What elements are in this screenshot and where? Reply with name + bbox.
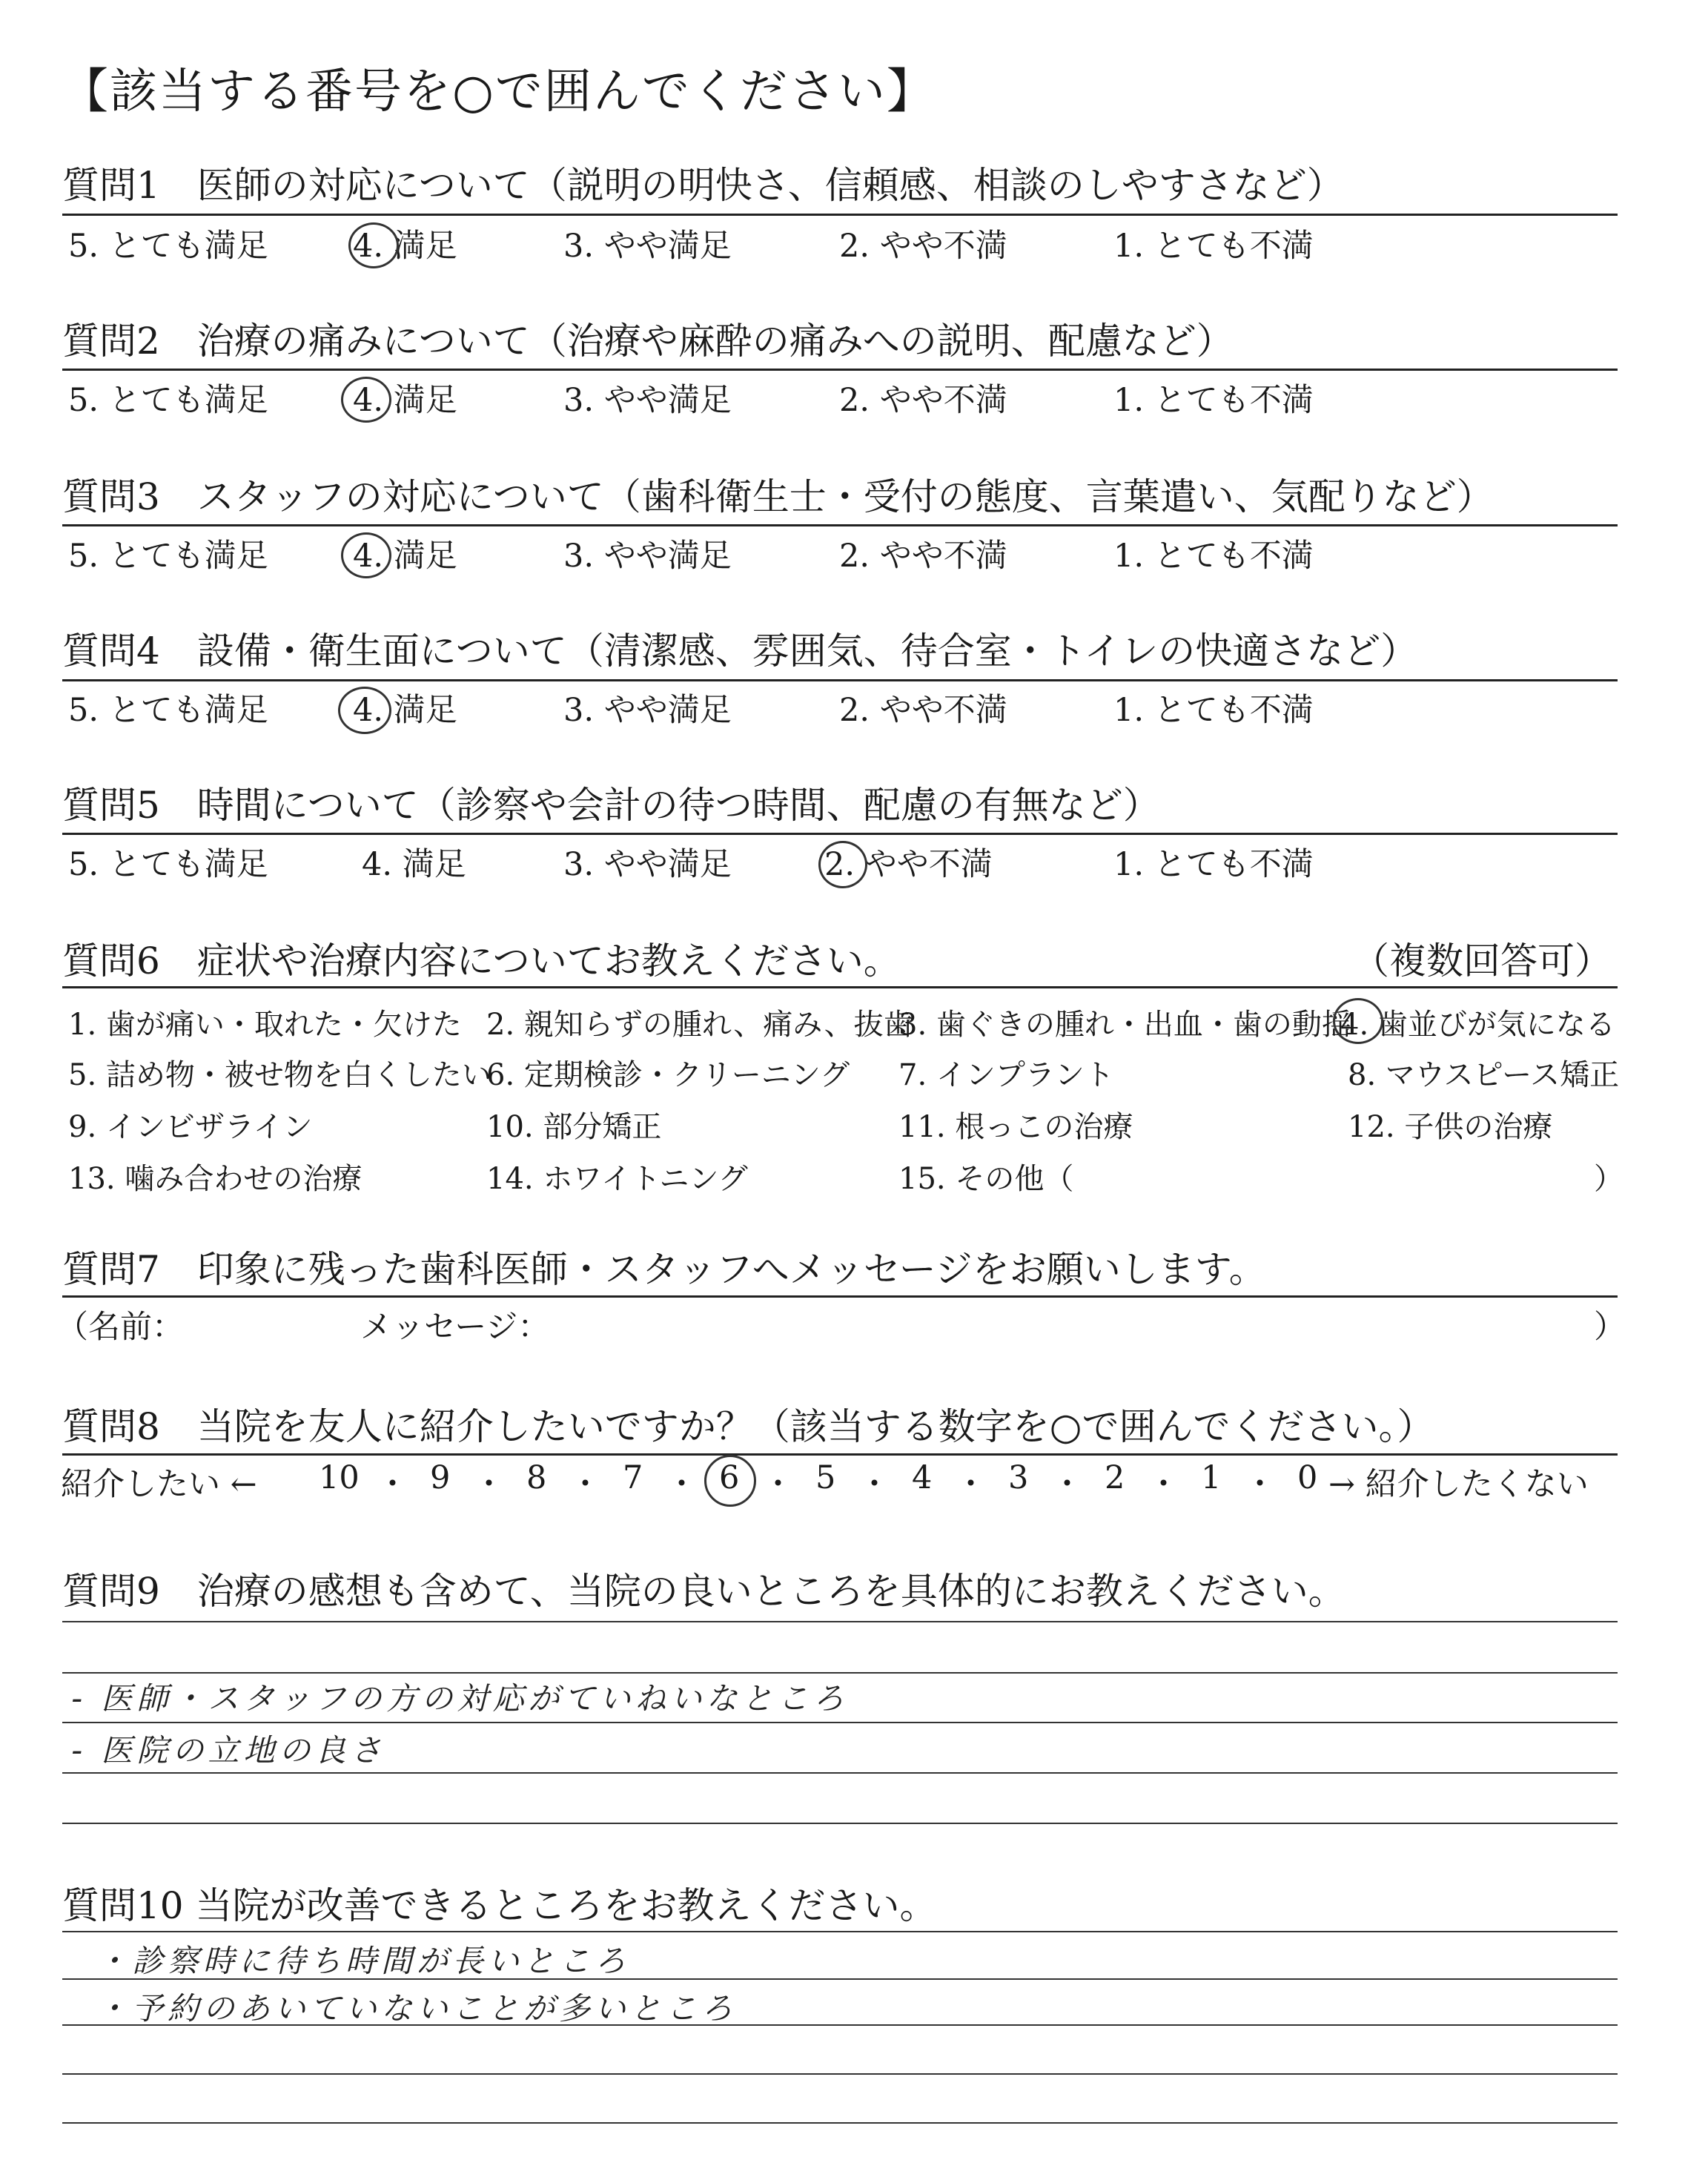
q3-option-2[interactable]: 2. やや不満 <box>839 538 1007 575</box>
q8-scale-separator: ・ <box>377 1466 408 1503</box>
question-7-rule <box>62 1295 1618 1298</box>
q8-scale-10[interactable]: 10 <box>319 1459 360 1496</box>
q3-option-1[interactable]: 1. とても不満 <box>1113 538 1314 575</box>
question-1-rule <box>62 214 1618 216</box>
q9-line-1 <box>62 1621 1618 1622</box>
q4-option-2[interactable]: 2. やや不満 <box>839 692 1007 729</box>
q8-scale-0[interactable]: 0 <box>1297 1459 1318 1496</box>
q6-option-12[interactable]: 12. 子供の治療 <box>1348 1110 1553 1144</box>
q6-option-6[interactable]: 6. 定期検診・クリーニング <box>486 1058 850 1092</box>
q6-option-5[interactable]: 5. 詰め物・被せ物を白くしたい <box>68 1058 491 1092</box>
question-6-rule <box>62 986 1618 988</box>
q8-scale-separator: ・ <box>858 1466 890 1503</box>
question-8-rule <box>62 1453 1618 1456</box>
question-4-rule <box>62 679 1618 681</box>
q5-option-5[interactable]: 5. とても満足 <box>68 846 268 883</box>
q6-option-14[interactable]: 14. ホワイトニング <box>486 1162 748 1196</box>
q8-scale-5[interactable]: 5 <box>815 1459 836 1496</box>
q5-option-2[interactable]: 2. やや不満 <box>824 846 993 883</box>
q5-option-3[interactable]: 3. やや満足 <box>563 846 732 883</box>
q6-option-1[interactable]: 1. 歯が痛い・取れた・欠けた <box>68 1008 462 1042</box>
q6-option-3[interactable]: 3. 歯ぐきの腫れ・出血・歯の動揺 <box>898 1008 1351 1042</box>
q5-option-1[interactable]: 1. とても不満 <box>1113 846 1314 883</box>
q7-name-label: （名前： <box>56 1309 184 1346</box>
q4-option-1[interactable]: 1. とても不満 <box>1113 692 1314 729</box>
q2-option-4[interactable]: 4. 満足 <box>353 382 457 419</box>
q8-scale-separator: ・ <box>569 1466 601 1503</box>
q3-option-4[interactable]: 4. 満足 <box>353 538 457 575</box>
q2-option-2[interactable]: 2. やや不満 <box>839 382 1007 419</box>
q6-option-4[interactable]: 4. 歯並びが気になる <box>1340 1008 1615 1042</box>
q9-line-2 <box>62 1672 1618 1674</box>
q8-scale-9[interactable]: 9 <box>430 1459 451 1496</box>
q2-option-3[interactable]: 3. やや満足 <box>563 382 732 419</box>
q8-scale-1[interactable]: 1 <box>1201 1459 1222 1496</box>
q8-scale-separator: ・ <box>666 1466 698 1503</box>
q9-line-4 <box>62 1772 1618 1774</box>
q2-option-5[interactable]: 5. とても満足 <box>68 382 268 419</box>
question-1-title: 質問1 医師の対応について（説明の明快さ、信頼感、相談のしやすさなど） <box>62 164 1344 207</box>
q1-option-3[interactable]: 3. やや満足 <box>563 228 732 265</box>
q1-option-5[interactable]: 5. とても満足 <box>68 228 268 265</box>
q7-message-label: メッセージ： <box>360 1309 550 1346</box>
q6-option-15[interactable]: 15. その他（ <box>898 1162 1074 1196</box>
q1-option-4[interactable]: 4. 満足 <box>353 228 457 265</box>
page-title: 【該当する番号を○で囲んでください】 <box>61 65 936 119</box>
q8-scale-separator: ・ <box>955 1466 987 1503</box>
q6-option-2[interactable]: 2. 親知らずの腫れ、痛み、抜歯 <box>486 1008 913 1042</box>
q8-scale-separator: ・ <box>473 1466 505 1503</box>
q6-option-11[interactable]: 11. 根っこの治療 <box>898 1110 1133 1144</box>
q8-scale-8[interactable]: 8 <box>526 1459 547 1496</box>
q8-scale-separator: ・ <box>762 1466 794 1503</box>
question-4-title: 質問4 設備・衛生面について（清潔感、雰囲気、待合室・トイレの快適さなど） <box>62 630 1418 673</box>
q9-line-5 <box>62 1823 1618 1824</box>
q8-left-label: 紹介したい ← <box>61 1466 257 1503</box>
question-7-title: 質問7 印象に残った歯科医師・スタッフへメッセージをお願いします。 <box>62 1248 1266 1291</box>
q10-answer-1: ・診察時に待ち時間が長いところ <box>96 1943 631 1979</box>
q6-option-8[interactable]: 8. マウスピース矯正 <box>1348 1058 1620 1092</box>
question-5-title: 質問5 時間について（診察や会計の待つ時間、配慮の有無など） <box>62 784 1160 827</box>
q6-option-7[interactable]: 7. インプラント <box>898 1058 1114 1092</box>
question-6-note: （複数回答可） <box>1352 939 1612 982</box>
q8-scale-separator: ・ <box>1051 1466 1083 1503</box>
q5-option-4[interactable]: 4. 満足 <box>362 846 466 883</box>
q3-option-5[interactable]: 5. とても満足 <box>68 538 268 575</box>
q4-option-4[interactable]: 4. 満足 <box>353 692 457 729</box>
question-2-title: 質問2 治療の痛みについて（治療や麻酔の痛みへの説明、配慮など） <box>62 320 1234 363</box>
question-9-title: 質問9 治療の感想も含めて、当院の良いところを具体的にお教えください。 <box>62 1570 1345 1613</box>
q8-scale-separator: ・ <box>1148 1466 1179 1503</box>
q2-option-1[interactable]: 1. とても不満 <box>1113 382 1314 419</box>
q1-option-1[interactable]: 1. とても不満 <box>1113 228 1314 265</box>
q10-answer-2: ・予約のあいていないことが多いところ <box>96 1990 738 2027</box>
q4-option-5[interactable]: 5. とても満足 <box>68 692 268 729</box>
q8-scale-4[interactable]: 4 <box>912 1459 933 1496</box>
q8-scale-6[interactable]: 6 <box>719 1459 740 1496</box>
q10-line-4 <box>62 2073 1618 2075</box>
q1-option-2[interactable]: 2. やや不満 <box>839 228 1007 265</box>
q6-option-10[interactable]: 10. 部分矯正 <box>486 1110 662 1144</box>
q6-option-13[interactable]: 13. 噛み合わせの治療 <box>68 1162 363 1196</box>
question-3-rule <box>62 524 1618 526</box>
question-6-title: 質問6 症状や治療内容についてお教えください。 <box>62 939 901 982</box>
q8-scale-3[interactable]: 3 <box>1008 1459 1029 1496</box>
q9-answer-2: - 医院の立地の良さ <box>71 1732 386 1768</box>
q10-line-1 <box>62 1931 1618 1932</box>
question-5-rule <box>62 833 1618 835</box>
q6-option-15-close: ） <box>1594 1162 1623 1196</box>
q7-close: ） <box>1594 1309 1626 1346</box>
q4-option-3[interactable]: 3. やや満足 <box>563 692 732 729</box>
q8-right-label: → 紹介したくない <box>1328 1466 1589 1503</box>
q8-scale-7[interactable]: 7 <box>623 1459 643 1496</box>
q3-option-3[interactable]: 3. やや満足 <box>563 538 732 575</box>
q6-option-9[interactable]: 9. インビザライン <box>68 1110 313 1144</box>
q9-answer-1: - 医師・スタッフの方の対応がていねいなところ <box>71 1680 849 1717</box>
question-3-title: 質問3 スタッフの対応について（歯科衛生士・受付の態度、言葉遣い、気配りなど） <box>62 475 1494 518</box>
q8-scale-separator: ・ <box>1244 1466 1276 1503</box>
question-2-rule <box>62 369 1618 371</box>
question-8-title: 質問8 当院を友人に紹介したいですか？（該当する数字を○で囲んでください。） <box>62 1405 1434 1448</box>
q8-scale-2[interactable]: 2 <box>1105 1459 1125 1496</box>
q9-line-3 <box>62 1722 1618 1723</box>
q10-line-5 <box>62 2122 1618 2124</box>
question-10-title: 質問10 当院が改善できるところをお教えください。 <box>62 1884 937 1927</box>
